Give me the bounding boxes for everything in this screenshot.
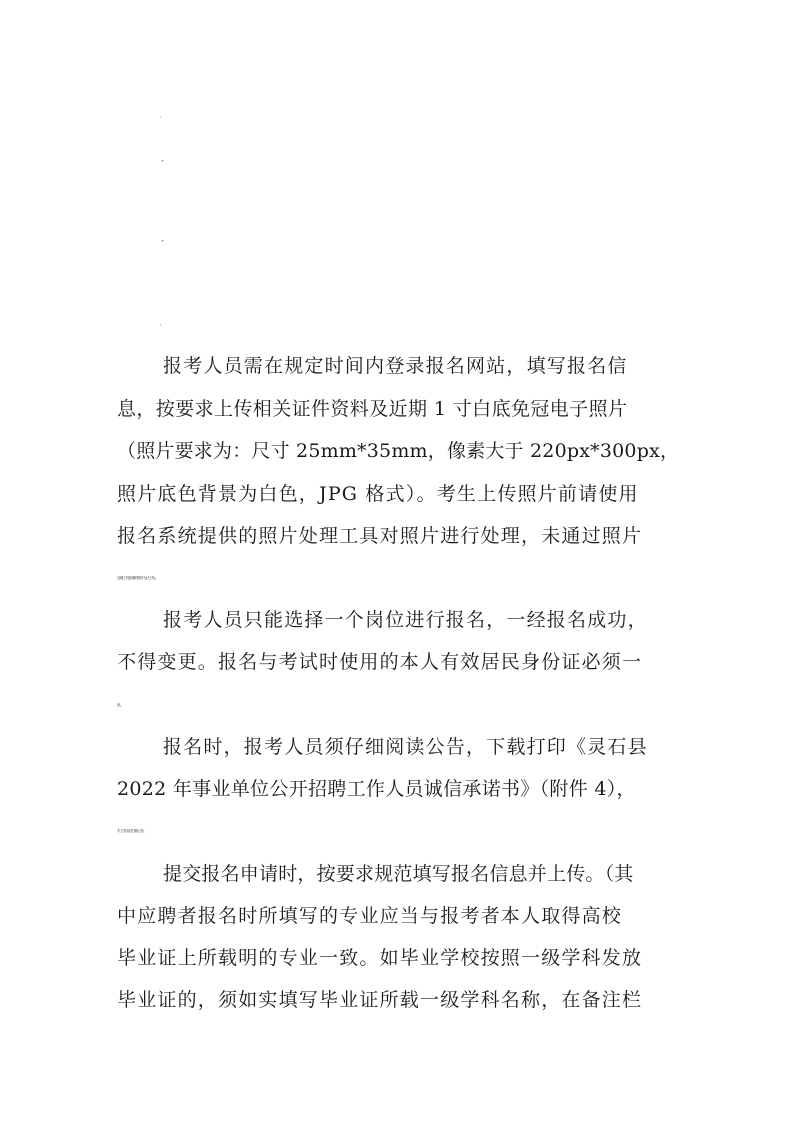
paragraph-line: 处理工具处理的照片无法上传。 [117, 576, 158, 580]
paragraph-line: 提交报名申请时，按要求规范填写报名信息并上传。（其 [163, 863, 634, 885]
paragraph-line: 息，按要求上传相关证件资料及近期 1 寸白底免冠电子照片 [117, 398, 628, 420]
paragraph-line: （照片要求为：尺寸 25mm*35mm，像素大于 220px*300px， [117, 440, 680, 462]
public-post-registration-title [0, 227, 793, 255]
paragraph-line: 2022 年事业单位公开招聘工作人员诚信承诺书》（附件 4）， [117, 778, 636, 800]
section-2-heading [0, 103, 793, 131]
paragraph-line: 报名系统提供的照片处理工具对照片进行处理，未通过照片 [117, 525, 643, 547]
paragraph-line: 报考人员只能选择一个岗位进行报名，一经报名成功， [163, 609, 648, 631]
paragraph-line: 致。 [117, 703, 123, 707]
section-3-heading [0, 311, 793, 339]
paragraph-line: 毕业证的，须如实填写毕业证所载一级学科名称，在备注栏 [117, 989, 643, 1011]
service-post-registration-time [0, 187, 793, 215]
paragraph-line: 手工签名后扫描上传。 [117, 829, 146, 833]
service-post-registration-title [0, 147, 793, 175]
public-post-registration-time [0, 268, 793, 296]
paragraph-line: 报名时，报考人员须仔细阅读公告，下载打印《灵石县 [163, 736, 648, 758]
paragraph-line: 毕业证上所载明的专业一致。如毕业学校按照一级学科发放 [117, 947, 643, 969]
paragraph-line: 报考人员需在规定时间内登录报名网站，填写报名信 [163, 355, 628, 377]
paragraph-line: 照片底色背景为白色，JPG 格式）。考生上传照片前请使用 [117, 483, 639, 505]
paragraph-line: 不得变更。报名与考试时使用的本人有效居民身份证必须一 [117, 651, 643, 673]
paragraph-line: 中应聘者报名时所填写的专业应当与报考者本人取得高校 [117, 905, 623, 927]
